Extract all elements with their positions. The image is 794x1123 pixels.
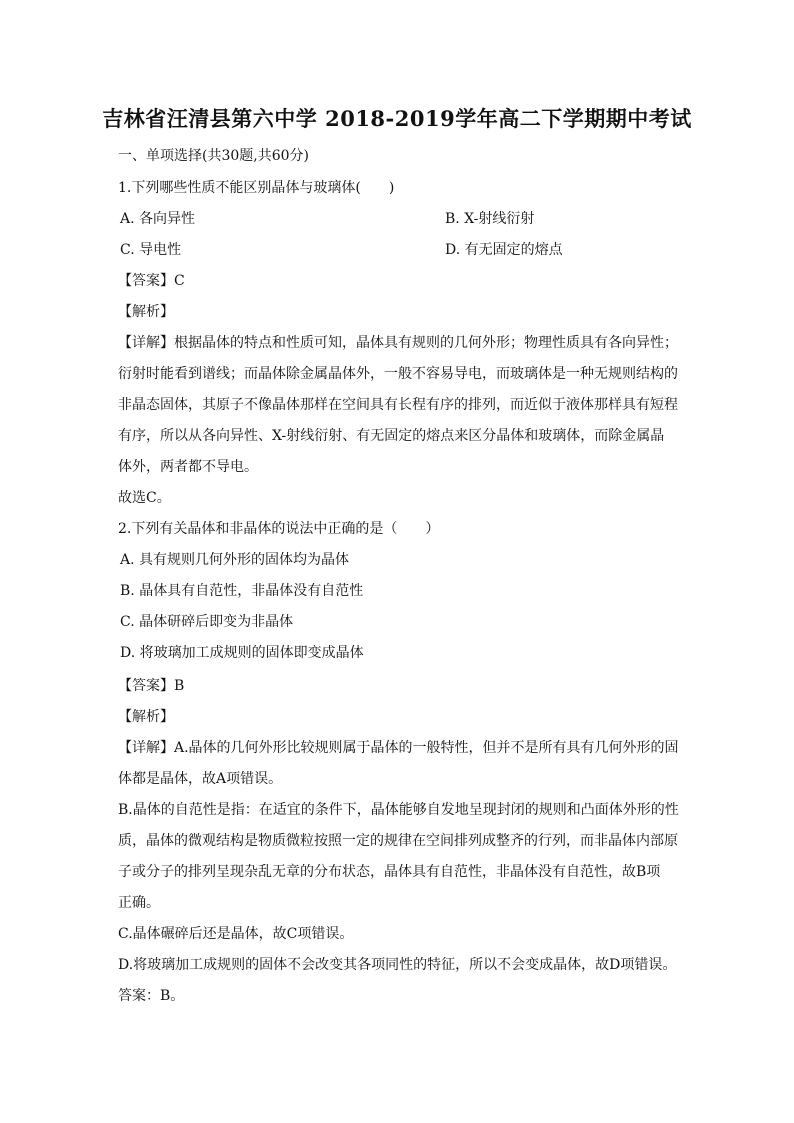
q2-detail-line: 【详解】A.晶体的几何外形比较规则属于晶体的一般特性，但并不是所有具有几何外形的固 xyxy=(118,740,679,756)
q1-detail-line: 体外，两者都不导电。 xyxy=(118,459,258,475)
q2-answer: 【答案】B xyxy=(118,678,185,694)
q2-option-c: C. 晶体研碎后即变为非晶体 xyxy=(120,614,294,630)
q1-detail-line: 衍射时能看到谱线；而晶体除金属晶体外，一般不容易导电，而玻璃体是一种无规则结构的 xyxy=(118,366,678,382)
q1-answer: 【答案】C xyxy=(118,273,185,289)
q1-detail-line: 【详解】根据晶体的特点和性质可知，晶体具有规则的几何外形；物理性质具有各向异性； xyxy=(118,335,678,351)
q1-detail-line: 有序，所以从各向异性、X-射线衍射、有无固定的熔点来区分晶体和玻璃体，而除金属晶 xyxy=(118,428,665,444)
section-heading: 一、单项选择(共30题,共60分) xyxy=(118,148,310,164)
q2-detail-line: 子或分子的排列呈现杂乱无章的分布状态，晶体具有自范性，非晶体没有自范性，故B项 xyxy=(118,864,661,880)
page-title: 吉林省汪清县第六中学 2018-2019学年高二下学期期中考试 xyxy=(102,106,692,131)
q1-option-c: C. 导电性 xyxy=(120,242,182,258)
q1-option-a: A. 各向异性 xyxy=(120,211,196,227)
q2-detail-line: B.晶体的自范性是指：在适宜的条件下，晶体能够自发地呈现封闭的规则和凸面体外形的性 xyxy=(118,802,679,818)
q1-option-d: D. 有无固定的熔点 xyxy=(445,242,563,258)
q2-stem: 2.下列有关晶体和非晶体的说法中正确的是（ ） xyxy=(118,521,440,537)
q1-option-b: B. X-射线衍射 xyxy=(445,211,535,227)
q1-conclusion: 故选C。 xyxy=(118,490,171,506)
q2-analysis-label: 【解析】 xyxy=(118,709,174,725)
q2-detail-line: D.将玻璃加工成规则的固体不会改变其各项同性的特征，所以不会变成晶体，故D项错误。 xyxy=(118,957,677,973)
q2-conclusion: 答案：B。 xyxy=(118,988,185,1004)
q1-analysis-label: 【解析】 xyxy=(118,304,174,320)
q2-detail-line: C.晶体碾碎后还是晶体，故C项错误。 xyxy=(118,926,354,942)
q2-option-d: D. 将玻璃加工成规则的固体即变成晶体 xyxy=(120,645,364,661)
q2-detail-line: 质，晶体的微观结构是物质微粒按照一定的规律在空间排列成整齐的行列，而非晶体内部原 xyxy=(118,833,678,849)
q1-detail-line: 非晶态固体，其原子不像晶体那样在空间具有长程有序的排列，而近似于液体那样具有短程 xyxy=(118,397,678,413)
q2-option-a: A. 具有规则几何外形的固体均为晶体 xyxy=(120,552,350,568)
q2-option-b: B. 晶体具有自范性，非晶体没有自范性 xyxy=(120,583,364,599)
q2-detail-line: 正确。 xyxy=(118,895,160,911)
q1-stem: 1.下列哪些性质不能区别晶体与玻璃体( ) xyxy=(118,180,395,196)
q2-detail-line: 体都是晶体，故A项错误。 xyxy=(118,771,283,787)
